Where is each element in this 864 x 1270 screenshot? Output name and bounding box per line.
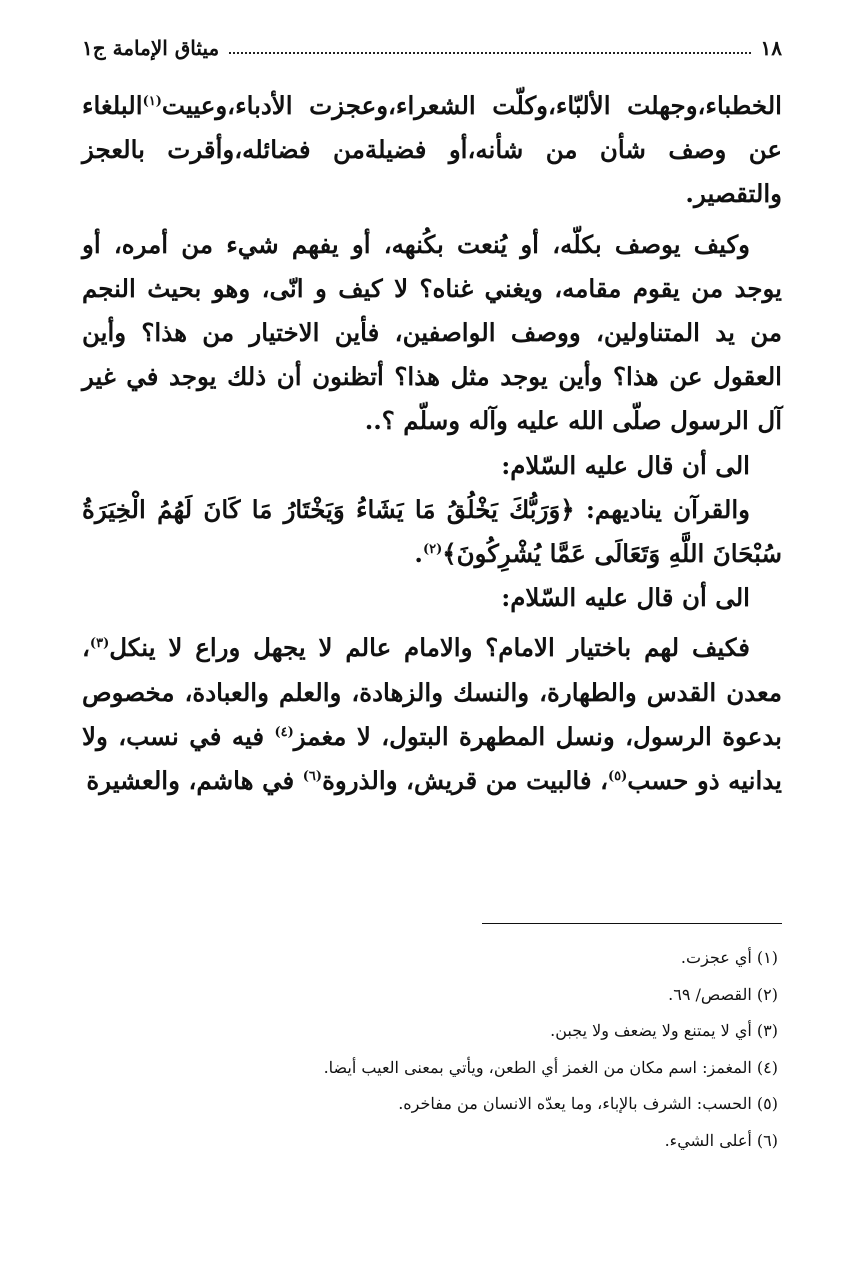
text-run: الخطباء،وجهلت الألبّاء،وكلّت الشعراء،وعجزت الأدباء،وعييت xyxy=(161,91,782,120)
paragraph xyxy=(82,84,782,217)
footnote-marker: (٦) xyxy=(302,769,323,785)
paragraph xyxy=(82,576,782,620)
text-run: والقرآن يناديهم: ﴿وَرَبُّكَ يَخْلُقُ مَا يَشَاءُ وَيَخْتَارُ مَا كَانَ لَهُمُ الْخِيَرَةُ سُبْحَانَ اللَّهِ وَتَعَالَى عَمَّا يُشْرِكُونَ﴾ xyxy=(82,494,782,569)
footnote-item: (٤) المغمز: اسم مكان من الغمز أي الطعن، ويأتي بمعنى العيب أيضا. xyxy=(323,1057,778,1077)
text-run: ، فالبيت من قريش، والذروة xyxy=(322,766,608,796)
footnote-item: (٥) الحسب: الشرف بالإباء، وما يعدّه الانسان من مفاخره. xyxy=(398,1094,778,1113)
footnote-marker: (٤) xyxy=(274,724,294,740)
text-run: وكيف يوصف بكلّه، أو يُنعت بكُنهه، أو يفهم شيء من أمره، أو يوجد من يقوم مقامه، ويغني غناه؟ لا كيف و انّى، وهو بحيث النجم من يد المتناولين، ووصف الواصفين، فأين الاختيار من هذا؟ وأين العقول عن هذا؟ وأين يوجد مثل هذا؟ أتظنون أن ذلك يوجد في غير آل الرسول صلّى الله عليه وآله وسلّم ؟.. xyxy=(82,229,782,436)
footnote-item: (١) أي عجزت. xyxy=(680,948,778,967)
text-run: في هاشم، والعشيرة xyxy=(86,766,303,796)
page-number: ١٨ xyxy=(760,36,782,60)
text-run: . xyxy=(414,539,423,569)
running-header xyxy=(82,30,782,66)
footnote-marker: (٥) xyxy=(608,769,628,785)
paragraph xyxy=(82,626,782,803)
main-text xyxy=(82,84,782,803)
text-run: فيه في نسب، ولا يدانيه ذو حسب xyxy=(82,721,782,796)
footnote-marker: (٣) xyxy=(89,636,110,652)
footnotes xyxy=(82,940,778,1159)
paragraph xyxy=(82,223,782,444)
text-run: الى أن قال عليه السّلام: xyxy=(501,583,750,613)
text-run: الى أن قال عليه السّلام: xyxy=(501,450,750,480)
footnote-marker: (٢) xyxy=(422,542,443,558)
header-dotted-leader xyxy=(229,52,750,54)
book-title: ميثاق الإمامة ج١ xyxy=(82,36,220,60)
footnote-item: (٦) أعلى الشيء. xyxy=(664,1130,778,1150)
paragraph xyxy=(82,444,782,488)
footnote-marker: (١) xyxy=(142,94,162,109)
paragraph xyxy=(82,488,782,576)
text-run: ، معدن القدس والطهارة، والنسك والزهادة، والعلم والعبادة، مخصوص بدعوة الرسول، ونسل المطهرة البتول، لا مغمز xyxy=(82,633,783,751)
footnote-item: (٢) القصص/ ٦٩. xyxy=(668,984,778,1004)
footnote-separator xyxy=(482,923,782,924)
text-run: فكيف لهم باختيار الامام؟ والامام عالم لا يجهل وراع لا ينكل xyxy=(109,633,750,663)
footnote-item: (٣) أي لا يمتنع ولا يضعف ولا يجبن. xyxy=(550,1021,778,1040)
text-run: البلغاء عن وصف شأن من شأنه،أو فضيلةمن فضائله،وأقرت بالعجز والتقصير. xyxy=(82,91,782,209)
